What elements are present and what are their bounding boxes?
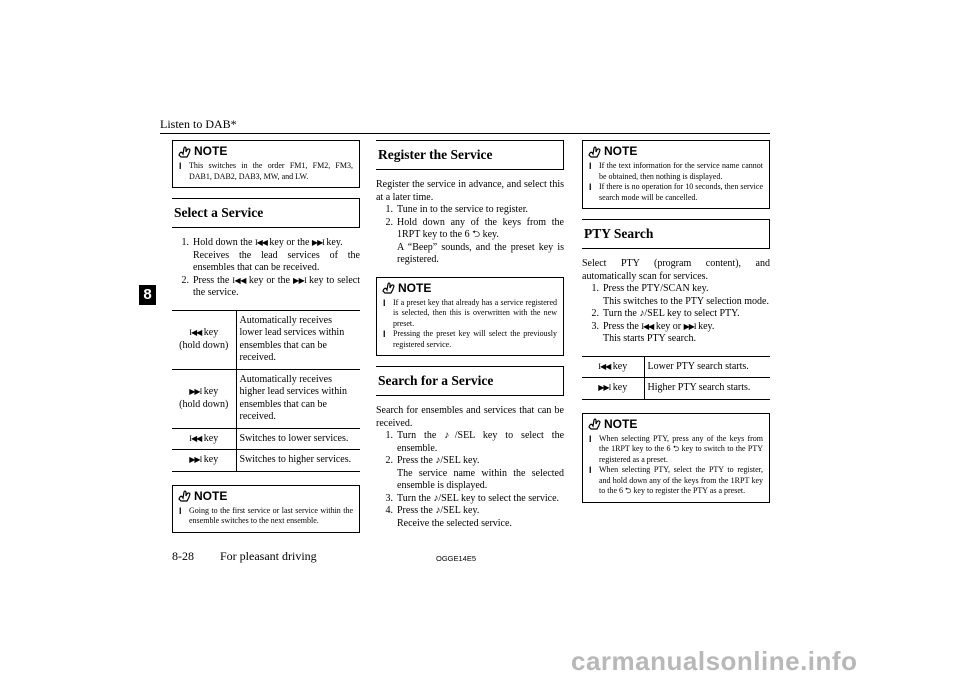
return-arrow-icon: ⮌ bbox=[472, 229, 481, 240]
skip-forward-icon: ▶▶I bbox=[683, 321, 696, 331]
note-box: NOTE l If a preset key that already has a service registered is selected, then this is overwritten with the new preset. l Pressing the preset key will select the previously registered service. bbox=[376, 277, 564, 357]
knob-icon: ♪ bbox=[444, 430, 455, 441]
table-row: ▶▶I key Switches to higher services. bbox=[172, 450, 360, 472]
knob-icon: ♪ bbox=[639, 308, 645, 319]
key-function-table bbox=[172, 310, 360, 472]
section-title-register-service: Register the Service bbox=[376, 140, 564, 170]
step-item: 1. Press the PTY/SCAN key. bbox=[591, 283, 709, 294]
knob-icon: ♪ bbox=[433, 492, 439, 504]
note-item: l Going to the first service or last service within the ensemble switches to the next ensemble. bbox=[179, 505, 353, 525]
note-icon bbox=[178, 489, 192, 502]
step-item: 2. Hold down any of the keys from the 1RPT key to the 6 ⮌ key. bbox=[385, 216, 564, 240]
step-detail: Receives the lead services of the ensembles that can be received. bbox=[193, 249, 360, 273]
note-icon bbox=[588, 145, 602, 158]
intro-text: Search for ensembles and services that can be received. bbox=[376, 405, 564, 429]
step-item: 2. Press the ♪/SEL key. bbox=[385, 455, 480, 466]
table-row: I◀◀ key Switches to lower services. bbox=[172, 428, 360, 450]
step-detail: A “Beep” sounds, and the preset key is registered. bbox=[397, 241, 564, 265]
step-detail: This starts PTY search. bbox=[603, 333, 696, 344]
note-item: l When selecting PTY, select the PTY to register, and hold down any of the keys from the 1RPT key to the 6 ⮌ key to register the PTY as a preset. bbox=[589, 465, 763, 495]
note-box: NOTE l Going to the first service or last service within the ensemble switches to the next ensemble. bbox=[172, 485, 360, 533]
step-item: 3. Press the I◀◀ key or ▶▶I key. bbox=[591, 320, 715, 332]
note-icon bbox=[382, 281, 396, 294]
skip-back-icon: I◀◀ bbox=[189, 328, 202, 337]
skip-forward-icon: ▶▶I bbox=[189, 387, 202, 396]
note-item: l When selecting PTY, press any of the keys from the 1RPT key to the 6 ⮌ key to switch to the PTY registered as a preset. bbox=[589, 433, 763, 464]
column-right bbox=[582, 140, 770, 513]
note-item: l If the text information for the service name cannot be obtained, then nothing is displayed. bbox=[589, 161, 763, 181]
note-item: l Pressing the preset key will select the previously registered service. bbox=[383, 329, 557, 349]
skip-forward-icon: ▶▶I bbox=[292, 275, 306, 285]
table-row: ▶▶I key Higher PTY search starts. bbox=[582, 378, 770, 400]
skip-forward-icon: ▶▶I bbox=[598, 383, 611, 392]
skip-back-icon: I◀◀ bbox=[254, 238, 267, 247]
step-item: 1. Hold down the I◀◀ key or the ▶▶I key. bbox=[181, 237, 343, 248]
step-detail: This switches to the PTY selection mode. bbox=[603, 295, 769, 307]
return-arrow-icon: ⮌ bbox=[672, 444, 680, 453]
section-title-search-service: Search for a Service bbox=[376, 366, 564, 396]
intro-text: Select PTY (program content), and automatically scan for services. bbox=[582, 258, 770, 282]
skip-forward-icon: ▶▶I bbox=[189, 455, 202, 464]
step-detail: The service name within the selected ensemble is displayed. bbox=[397, 467, 564, 491]
step-detail: Receive the selected service. bbox=[397, 517, 512, 529]
return-arrow-icon: ⮌ bbox=[625, 486, 632, 495]
step-item: 3. Turn the ♪/SEL key to select the service. bbox=[385, 492, 560, 504]
note-item: l If a preset key that already has a service registered is selected, then this is overwritten with the new preset. bbox=[383, 297, 557, 328]
document-code: OGGE14E5 bbox=[436, 554, 477, 563]
table-row: ▶▶I key (hold down) Automatically receives higher lead services within ensembles that can be received. bbox=[172, 369, 360, 428]
step-item: 4. Press the ♪/SEL key. bbox=[385, 505, 480, 516]
skip-back-icon: I◀◀ bbox=[189, 433, 202, 443]
knob-icon: ♪ bbox=[435, 455, 441, 466]
skip-back-icon: I◀◀ bbox=[598, 361, 611, 371]
note-icon bbox=[588, 417, 602, 430]
note-item: l This switches in the order FM1, FM2, FM3, DAB1, DAB2, DAB3, MW, and LW. bbox=[179, 161, 353, 181]
note-box: NOTE l When selecting PTY, press any of the keys from the 1RPT key to the 6 ⮌ key to switch to the PTY registered as a preset. l When selecting PTY, select the PTY to register, and hold down any of the keys from the 1RPT key to the 6 ⮌ key to register the PTY as a preset. bbox=[582, 413, 770, 503]
table-row: I◀◀ key (hold down) Automatically receives lower lead services within ensembles that can be received. bbox=[172, 310, 360, 369]
step-item: 1. Turn the ♪/SEL key to select the ensemble. bbox=[385, 430, 565, 454]
page-number: 8-28 bbox=[172, 549, 194, 563]
column-left bbox=[172, 140, 360, 543]
table-row: I◀◀ key Lower PTY search starts. bbox=[582, 356, 770, 378]
note-label: NOTE bbox=[194, 144, 228, 158]
section-title-pty-search: PTY Search bbox=[582, 219, 770, 249]
note-item: l If there is no operation for 10 seconds, then service search mode will be cancelled. bbox=[589, 182, 763, 202]
step-item: 2. Press the I◀◀ key or the ▶▶I key to select the service. bbox=[181, 274, 361, 298]
skip-forward-icon: ▶▶I bbox=[311, 238, 324, 247]
skip-back-icon: I◀◀ bbox=[232, 275, 246, 285]
note-box: NOTE l If the text information for the service name cannot be obtained, then nothing is displayed. l If there is no operation for 10 seconds, then service search mode will be cancelled. bbox=[582, 140, 770, 209]
step-item: 1. Tune in to the service to register. bbox=[385, 204, 528, 215]
column-middle bbox=[376, 140, 564, 530]
header-rule bbox=[160, 133, 770, 134]
section-title-select-service: Select a Service bbox=[172, 198, 360, 228]
knob-icon: ♪ bbox=[435, 505, 441, 516]
pty-key-table bbox=[582, 356, 770, 400]
intro-text: Register the service in advance, and select this at a later time. bbox=[376, 179, 564, 203]
chapter-tab: 8 bbox=[139, 285, 156, 305]
note-box bbox=[172, 140, 360, 188]
note-icon bbox=[178, 145, 192, 158]
page-header-title: Listen to DAB* bbox=[160, 117, 237, 131]
skip-back-icon: I◀◀ bbox=[641, 321, 654, 331]
watermark: carmanualsonline.info bbox=[571, 646, 858, 676]
footer-section-name: For pleasant driving bbox=[220, 549, 317, 563]
step-item: 2. Turn the ♪/SEL key to select PTY. bbox=[591, 308, 740, 319]
